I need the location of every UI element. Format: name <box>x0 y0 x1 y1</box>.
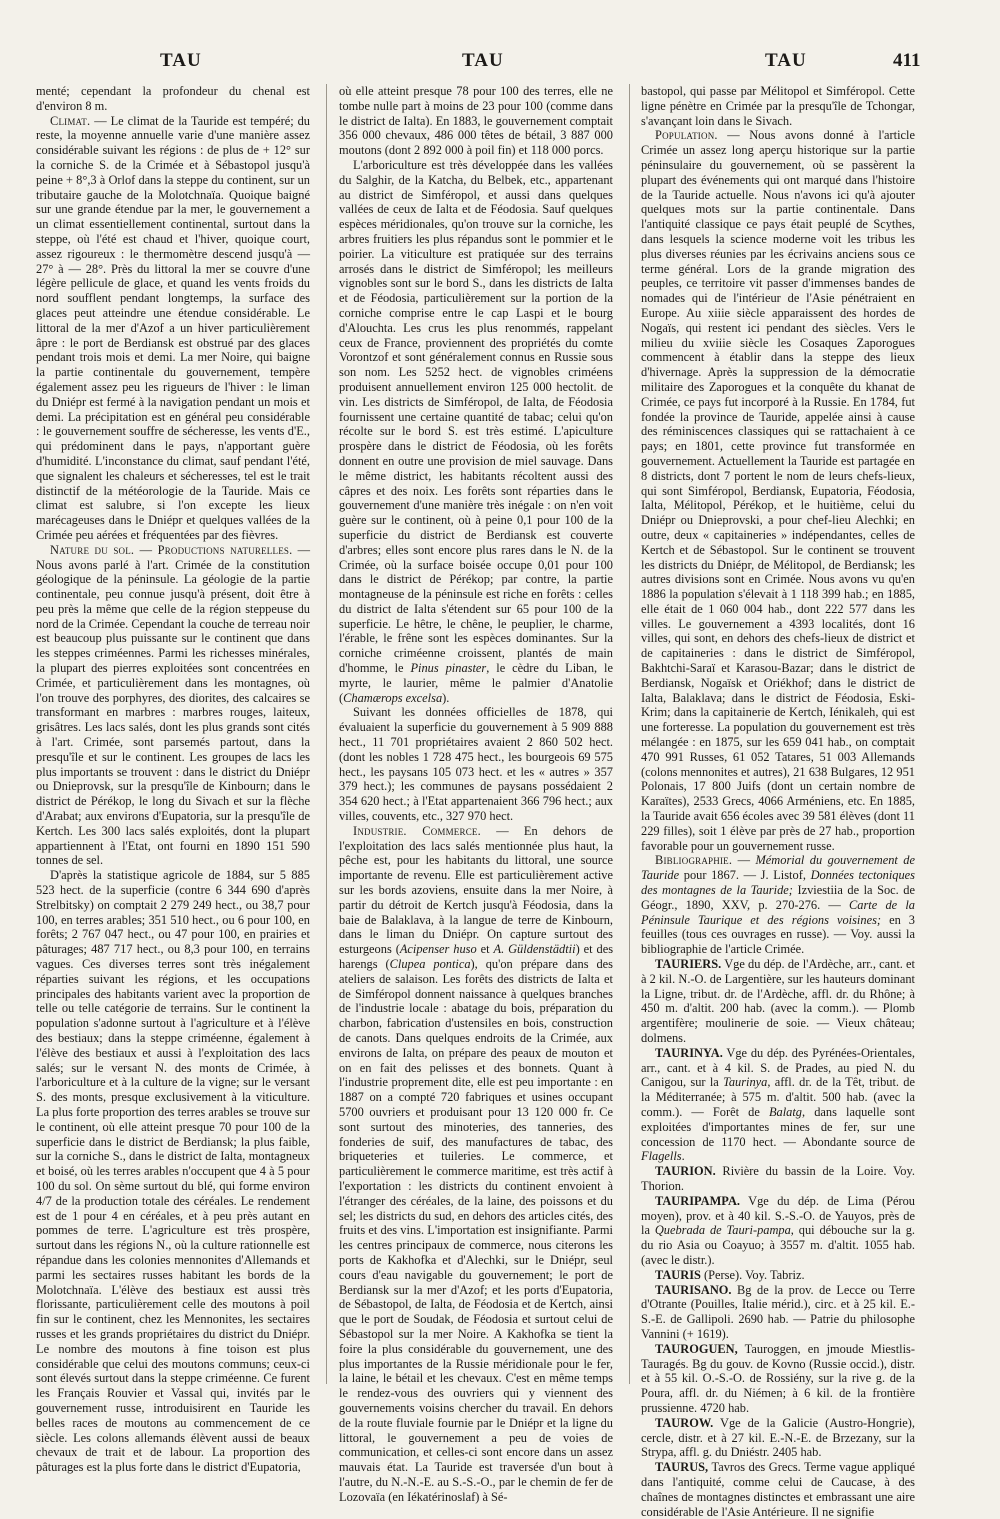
italic-term: Chamærops excelsa <box>343 690 443 705</box>
entry-text: Bg de la prov. de Lecce ou Terre d'Otrante (Pouilles, Italie mérid.), circ. et à 25 kil. E.-S.-E. de Gallipoli. 2690 hab. — Patrie du philosophe Vannini (+ 1619). <box>641 1282 915 1341</box>
dictionary-entry <box>641 1342 915 1416</box>
dictionary-entry <box>641 957 915 1046</box>
paragraph <box>36 84 310 114</box>
paragraph-text: L'arboriculture est très développée dans les vallées du Salghir, de la Katcha, du Belbek, etc., appartenant au district de Simféropol, et aussi dans quelques vallées de ceux de Ialta et de Féodosia. Sauf quelques espèces méridionales, qu'on trouve sur la corniche, les arbres fruitiers les plus répandus sont le pommier et le poirier. La viticulture est pratiquée sur des terrains arrosés dans le district de Simféropol; les meilleurs vignobles sont sur le bord S., dans les districts de Ialta et de Féodosia, particulièrement sur la portion de la corniche comprise entre le cap Laspi et le bourg d'Alouchta. Les crus les plus renommés, rappelant ceux de France, proviennent des propriétés du comte Vorontzof et sont généralement connus en Russie sous son nom. Les 5252 hect. de vignobles criméens produisent annuellement environ 125 000 hectolit. de vin. Les districts de Simféropol, de Ialta, de Féodosia fournissent une certaine quantité de tabac; celui qu'on récolte sur le bord S. est très estimé. L'apiculture prospère dans le district de Féodosia, où les forêts donnent en outre une provision de miel sauvage. Dans le même district, les habitants récoltent aussi des câpres et des noix. Les forêts sont réparties dans le gouvernement d'une manière très inégale : on n'en voit guère sur le continent, où à peine 0,1 pour 100 de la superficie du district de Berdiansk est couverte d'arbres; elles sont encore plus rares dans le N. de la Crimée, où la surface boisée occupe 0,01 pour 100 dans le district de Pérékop; par contre, la partie montagneuse de la péninsule est riche en forêts : celles du district de Ialta s'étendent sur 65 pour 100 de la superficie. Le hêtre, le chêne, le peuplier, le charme, l'érable, le frêne sont les espèces dominantes. Sur la corniche criméenne croissent, plantés de main d'homme, le <box>339 157 613 676</box>
paragraph-text: — Nous avons donné à l'article Crimée un assez long aperçu historique sur la partie péninsulaire du gouvernement, où se passèrent la plupart des événements qui ont marqué dans l'histoire de la Tauride actuelle. Nous n'avons ici qu'à ajouter quelques mots sur la partie continentale. Dans l'antiquité classique ce pays était peuplé de Scythes, dans lesquels la science moderne voit les tribus les plus diverses réunies par les écrivains anciens sous ce terme général. Lors de la grande migration des peuples, ce territoire vit passer d'immenses bandes de nomades qui de l'intérieur de l'Asie pénétraient en Europe. Au xiiie siècle apparaissent des hordes de Nogaïs, qui restent ici pendant des siècles. Vers le milieu du xviiie siècle les Cosaques Zaporogues commencent à établir dans la steppe des lieux d'hivernage. Après la suppression de la démocratie militaire des Zaporogues et la conquête du khanat de Crimée, ce pays fut incorporé à la Russie. En 1784, fut fondée la province de Tauride, appelée ainsi à cause des réminiscences classiques qui se rattachaient à ce pays; en 1801, cette province fut transformée en gouvernement. Actuellement la Tauride est partagée en 8 districts, dont 7 portent le nom de leurs chefs-lieux, qui sont Simféropol, Berdiansk, Eupatoria, Féodosia, Ialta, Mélitopol, Pérékop, et le huitième, celui du Dniépr ou Dnieprovski, a pour chef-lieu Alechki; en outre, deux « capitaineries » indépendantes, celles de Kertch et de Sébastopol. Sur le continent se trouvent les districts du Dniépr, de Mélitopol, de Berdiansk; les autres divisions sont en Crimée. Nous avons vu qu'en 1886 la population s'élevait à 1 118 399 hab.; en 1885, elle était de 1 060 004 hab., dont 222 577 dans les villes. Le gouvernement a 4393 localités, dont 16 villes, qui sont, en dehors des chefs-lieux de district et de capitaineries : dans le district de Simféropol, Bakhtchi-Saraï et Karasou-Bazar; dans le district de Berdiansk, Nogaïsk et Oriékhof; dans le district de Ialta, Balaklava; dans le district de Féodosia, Eski-Krim; dans la capitainerie de Kertch, Iénikaleh, qui est une forteresse. La population du gouvernement est très mélangée : en 1875, sur les 659 041 hab., on comptait 470 991 Russes, 61 052 Tatares, 51 003 Allemands (colons mennonites et autres), 21 638 Bulgares, 12 951 Polonais, 17 800 Juifs (dont un certain nombre de Karaïtes), 2533 Grecs, 4066 Arméniens, etc. En 1885, la Tauride avait 656 écoles avec 39 581 élèves (dont 11 229 filles), soit 1 élève par près de 27 hab., proportion favorable pour un gouvernement russe. <box>641 128 915 853</box>
dictionary-entry <box>641 1460 915 1519</box>
italic-term: Pinus pinaster <box>410 661 487 676</box>
column-divider <box>326 84 327 1384</box>
paragraph-text: — Le climat de la Tauride est tempéré; du reste, la moyenne annuelle varie d'une manière assez considérable suivant les régions : de plus de + 12° sur la corniche S. de la Crimée et à Sébastopol jusqu'à peine + 8°,3 à Orlof dans la steppe du continent, sur un tributaire gauche de la Molotchnaïa. Quoique baigné sur une grande étendue par la mer, le gouvernement a un climat essentiellement continental, surtout dans la steppe, où l'été est chaud et l'hiver, quoique court, assez rigoureux : le thermomètre descend jusqu'à — 27° à — 28°. Près du littoral la mer se couvre d'une légère pellicule de glace, et quand les vents froids du nord soufflent pendant longtemps, la surface des glaces peut atteindre une étendue considérable. Le littoral de la mer d'Azof a un hiver particulièrement âpre : le port de Berdiansk est obstrué par des glaces pendant trois mois et demi. La mer Noire, qui baigne la partie continentale du gouvernement, tempère également assez peu les rigueurs de l'hiver : le liman du Dniépr est fermé à la navigation pendant un mois et demi. La précipitation est en général peu considérable : le gouvernement souffre de sécheresse, les vents d'E., qui prédominent dans le pays, n'apportant guère d'humidité. L'inconstance du climat, sauf pendant l'été, que signalent les chaleurs et sécheresses, tel est le trait distinctif de la météorologie de la Tauride. Mais ce climat est salubre, si l'on excepte les lieux marécageuses dans le Dniépr et quelques vallées de la Crimée peu aérées et fréquentées par des fièvres. <box>36 113 310 542</box>
entry-text: Tavros des Grecs. Terme vague appliqué dans l'antiquité, comme celui de Caucase, à des chaînes de montagnes distinctes et embrassant une aire considérable de l'Asie Antérieure. Il ne signifie <box>641 1460 915 1519</box>
entry-text: . <box>681 1149 685 1164</box>
paragraph <box>339 824 613 1505</box>
section-heading: Industrie. Commerce. <box>353 823 481 838</box>
entry-text: (Perse). Voy. Tabriz. <box>700 1267 805 1282</box>
paragraph-text: pour 1867. — J. Listof, <box>679 868 811 883</box>
entry-text: Vge de la Galicie (Austro-Hongrie), cercle, distr. et à 27 kil. E.-N.-E. de Brzezany, sur la Strypa, affl. g. du Dniéstr. 2405 hab. <box>641 1415 915 1460</box>
text-column-3 <box>641 84 915 1519</box>
paragraph <box>641 853 915 957</box>
entry-text: Rivière du bassin de la Loire. Voy. Thorion. <box>641 1164 915 1193</box>
dictionary-entry <box>641 1268 915 1283</box>
italic-term: Quebrada de Tauri-pampa <box>654 1223 791 1238</box>
entry-text: , dans laquelle sont exploitées d'importantes mines de fer, sur une concession de 1170 hect. — Abondante source de <box>641 1104 915 1149</box>
entry-headword: TAUROGUEN, <box>655 1341 738 1356</box>
entry-headword: TAURINYA. <box>655 1045 723 1060</box>
entry-text: Vge du dép. de Lima (Pérou moyen), prov. et à 40 kil. S.-S.-O. de Yauyos, près de la <box>641 1193 915 1238</box>
paragraph-text: en 3 feuilles (tous ces ouvrages en russe). — Voy. aussi la bibliographie de l'article Crimée. <box>641 912 915 957</box>
dictionary-entry <box>641 1416 915 1460</box>
paragraph <box>339 158 613 705</box>
paragraph-text: où elle atteint presque 78 pour 100 des terres, elle ne tombe nulle part à moins de 23 pour 100 (comme dans le district de Ialta). En 1883, le gouvernement comptait 356 000 chevaux, 486 000 têtes de bétail, 3 887 000 moutons (dont 2 892 000 à poil fin) et 118 000 porcs. <box>339 84 613 158</box>
section-heading: Climat. <box>50 113 91 128</box>
text-column-2 <box>339 84 614 1504</box>
dictionary-entry <box>641 1046 915 1164</box>
italic-term: Clupea pontica <box>389 957 471 972</box>
paragraph <box>36 543 310 869</box>
section-heading: Bibliographie. <box>655 853 733 868</box>
italic-title: Mémorial du gouvernement de Tauride <box>641 853 915 883</box>
paragraph-text: D'après la statistique agricole de 1884, sur 5 885 523 hect. de la superficie (contre 6 344 690 d'après Strelbitsky) on comptait 2 279 249 hect., ou 38,7 pour 100, en terres arables; 351 510 hect., ou 6 pour 100, en forêts; 2 767 047 hect., ou 47 pour 100, en prairies et pâturages; 487 717 hect., ou 8,3 pour 100, en terrains vagues. Ces diverses terres sont très inégalement réparties suivant les régions, et les occupations principales des habitants varient avec la proportion de telle ou telle catégorie de terrains. Sur le continent la population s'adonne surtout à l'agriculture et à l'élève des bestiaux; dans la steppe criméenne, également à l'élève des bestiaux et aussi à l'exploitation des lacs salés; sur le versant N. des monts de Crimée, à l'arboriculture et à la culture de la vigne; sur le versant S. des monts, presque exclusivement à la viticulture. La plus forte proportion des terres arables se trouve sur le continent, où elle atteint presque 70 pour 100 de la superficie dans le district de Berdiansk; la plus faible, sur la corniche S., dans le district de Ialta, montagneux et boisé, où les terres arables n'occupent que 4 à 5 pour 100 du sol. On sème surtout du blé, qui forme environ 4/7 de la production totale des céréales. Le rendement est de 1 pour 4 en céréales, et à peu près autant en pommes de terre. L'agriculture est très prospère, surtout dans les régions N., où la culture rationnelle est répandue dans les colonies mennonites d'Allemands et parmi les sectaires russes habitant les bords de la Molotchnaïa. L'élève des bestiaux est aussi très florissante, particulièrement celle des moutons à poil fin sur le continent, chez les Mennonites, les sectaires russes et les grands propriétaires du district du Dniépr. Le nombre des moutons à fine toison est plus considérable que celui des moutons communs; ceux-ci sont élevés surtout dans la steppe criméenne. Ce furent les Français Rouvier et Vassal qui, invités par le gouvernement russe, introduisirent en Tauride les belles races de moutons au commencement de ce siècle. Les colons allemands élèvent aussi de beaux chevaux de trait et de labour. La proportion des pâturages est la plus forte dans le district d'Eupatoria, <box>36 868 310 1475</box>
entry-headword: TAUROW. <box>655 1415 714 1430</box>
paragraph <box>641 128 915 853</box>
column-divider <box>629 84 630 1384</box>
italic-term: Balatg <box>768 1104 802 1119</box>
paragraph-text: ), qu'on prépare dans des ateliers de salaison. Les forêts des districts de Ialta et de Simféropol donnent naissance à quelques branches de l'industrie locale : abatage du bois, préparation du charbon, fabrication d'ustensiles en bois, construction de canots. Dans quelques endroits de la Crimée, aux environs de Ialta, on prépare des peaux de mouton et on en fait des pelisses et des bonnets. Quant à l'industrie proprement dite, elle est peu importante : en 1887 on a compté 720 fabriques et usines occupant 5700 ouvriers et produisant pour 13 120 000 fr. Ce sont surtout des minoteries, des tanneries, des fonderies de suif, des manufactures de tabac, des briqueteries et tuileries. Le commerce, et particulièrement le commerce maritime, est très actif à l'exportation : les districts du continent envoient à l'étranger des céréales, de la laine, des poissons et du sel; les districts du sud, en dehors des articles cités, des fruits et des vins. L'importation est insignifiante. Parmi les centres principaux de commerce, nous citerons les ports de Kakhofka et d'Alechki, sur le Dniépr, seul cours d'eau navigable du gouvernement; le port de Berdiansk sur la mer d'Azof; et les ports d'Eupatoria, de Sébastopol, de Ialta, de Féodosia et de Kertch, ainsi que le port de Soudak, de Féodosia et surtout celui de Sébastopol sur la mer Noire. A Kakhofka se tient la foire la plus considérable du gouvernement, une des plus importantes de la Russie méridionale pour le fer, la laine, le bétail et les chevaux. C'est en même temps le rendez-vous des ouvriers qui y viennent des gouvernements voisins chercher du travail. En dehors de la route fluviale fournie par le Dniépr et la ligne du littoral, le gouvernement a peu de voies de communication, et celles-ci sont encore dans un assez mauvais état. La Tauride est traversée d'un bout à l'autre, du N.-N.-E. au S.-S.-O., par le chemin de fer de Lozovaïa (en Iékatérinoslaf) à Sé- <box>339 957 613 1504</box>
paragraph <box>339 705 613 823</box>
paragraph <box>36 114 310 543</box>
paragraph-text: et <box>476 942 494 957</box>
paragraph <box>641 84 915 128</box>
italic-term: A. Güldenstädtii <box>493 942 576 957</box>
entry-headword: TAURIS <box>655 1267 701 1282</box>
paragraph <box>36 868 310 1475</box>
paragraph-text: bastopol, qui passe par Mélitopol et Simféropol. Cette ligne pénètre en Crimée par la presqu'île de Tchongar, s'avançant loin dans le Sivach. <box>641 84 915 128</box>
paragraph-text: ). <box>442 690 450 705</box>
entry-headword: TAURIPAMPA. <box>655 1193 740 1208</box>
section-heading: Population. <box>655 128 718 143</box>
entry-headword: TAURISANO. <box>655 1282 732 1297</box>
paragraph-text: — Nous avons parlé à l'art. Crimée de la constitution géologique de la péninsule. La géologie de la partie continentale, peu connue jusqu'à présent, doit être à peu près la même que celle de la région steppeuse du nord de la Crimée. Cependant la couche de terreau noir est beaucoup plus puissante sur le continent que dans les steppes criméennes. Parmi les richesses minérales, la plupart des pierres exploitées sont concentrées en Crimée, et particulièrement dans les montagnes, où l'on trouve des porphyres, des diorites, des calcaires se transformant en marbres : marbres rouges, laiteux, grisâtres. Les lacs salés, dont les plus grands sont cités à l'art. Crimée, sont parsemés partout, dans la presqu'île et sur le continent. Les groupes de lacs les plus importants se trouvent : dans le district du Dniépr ou Dnieprovsk, sur la presqu'île de Kinbourn; dans le district de Pérékop, le long du Sivach et sur la flèche d'Arabat; aux environs d'Eupatoria, sur la presqu'île de Kertch. Les 300 lacs salés exploités, dont la plupart appartiennent à l'Etat, ont fourni en 1890 151 590 tonnes de sel. <box>36 542 310 868</box>
running-head-left: TAU <box>160 50 202 71</box>
entry-text: Vge du dép. des Pyrénées-Orientales, arr., cant. et à 4 kil. S. de Prades, au pied N. du Canigou, sur la <box>641 1045 915 1090</box>
running-head-center: TAU <box>462 50 504 71</box>
dictionary-entry <box>641 1164 915 1194</box>
entry-headword: TAURUS, <box>655 1460 709 1475</box>
text-column-1 <box>36 84 310 1475</box>
page-number: 411 <box>893 50 921 71</box>
paragraph <box>339 84 613 158</box>
italic-term: Acipenser huso <box>399 942 477 957</box>
paragraph-text: , le cèdre du Liban, le myrte, le laurier, même le palmier d'Anatolie ( <box>339 661 613 705</box>
entry-text: , qui débouche sur la g. du rio Asia ou Coayuo; à 3557 m. d'altit. 1055 hab. (avec le distr.). <box>641 1223 915 1267</box>
entry-headword: TAURION. <box>655 1164 716 1179</box>
page-header <box>0 50 1000 80</box>
running-head-right: TAU <box>765 50 807 71</box>
entry-text: Tauroggen, en jmoude Miestlis-Tauragés. Bg du gouv. de Kovno (Russie occid.), distr. et à 55 kil. O.-S.-O. de Rossiény, sur la rive g. de la Poura, affl. dr. du Niémen; à 6 kil. de la frontière prussienne. 4720 hab. <box>641 1341 915 1415</box>
italic-title: Carte de la Péninsule Taurique et des régions voisines; <box>641 897 915 927</box>
italic-term: Flagells <box>641 1149 682 1164</box>
italic-title: Données tectoniques des montagnes de la Tauride; <box>641 868 915 898</box>
section-heading: Nature du sol. — Productions naturelles. <box>50 542 293 557</box>
paragraph-text: — En dehors de l'exploitation des lacs salés mentionnée plus haut, la pêche est, pour les habitants du littoral, une source importante de revenu. Elle est particulièrement active sur les bords azoviens, ensuite dans la mer Noire, à partir du détroit de Kertch jusqu'à Féodosia, dans la baie de Balaklava, à la langue de terre de Kinbourn, dans le liman du Dniépr. On capture surtout des esturgeons ( <box>339 823 613 957</box>
paragraph-text: ) et des harengs ( <box>339 942 614 972</box>
paragraph-text: — <box>732 853 756 868</box>
italic-term: Taurinya <box>723 1075 768 1090</box>
paragraph-text: menté; cependant la profondeur du chenal est d'environ 8 m. <box>36 84 310 113</box>
entry-text: Vge du dép. de l'Ardèche, arr., cant. et à 2 kil. N.-O. de Largentière, sur les hauteurs dominant la Ligne, tribut. dr. de l'Ardèche, affl. dr. du Rhône; à 450 m. d'altit. 200 hab. (avec la comm.). — Plomb argentifère; moulinerie de soie. — Vieux château; dolmens. <box>641 957 915 1045</box>
paragraph-text: Izviestiia de la Soc. de Géogr., 1890, XXV, p. 270-276. — <box>641 883 915 912</box>
entry-text: , affl. dr. de la Têt, tribut. de la Méditerranée; à 575 m. d'altit. 500 hab. (avec la comm.). — Forêt de <box>641 1075 915 1119</box>
dictionary-entry <box>641 1283 915 1342</box>
entry-headword: TAURIERS. <box>655 957 722 972</box>
paragraph-text: Suivant les données officielles de 1878, qui évaluaient la superficie du gouvernement à 5 909 888 hect., 11 701 propriétaires avaient 2 860 502 hect. (dont les nobles 1 728 475 hect., les bourgeois 69 575 hect., les paysans 105 073 hect. et les « autres » 357 379 hect.); les communes de paysans possédaient 2 354 620 hect.; à l'Etat appartenaient 366 796 hect.; aux villes, couvents, etc., 327 970 hect. <box>339 705 613 824</box>
dictionary-entry <box>641 1194 915 1268</box>
